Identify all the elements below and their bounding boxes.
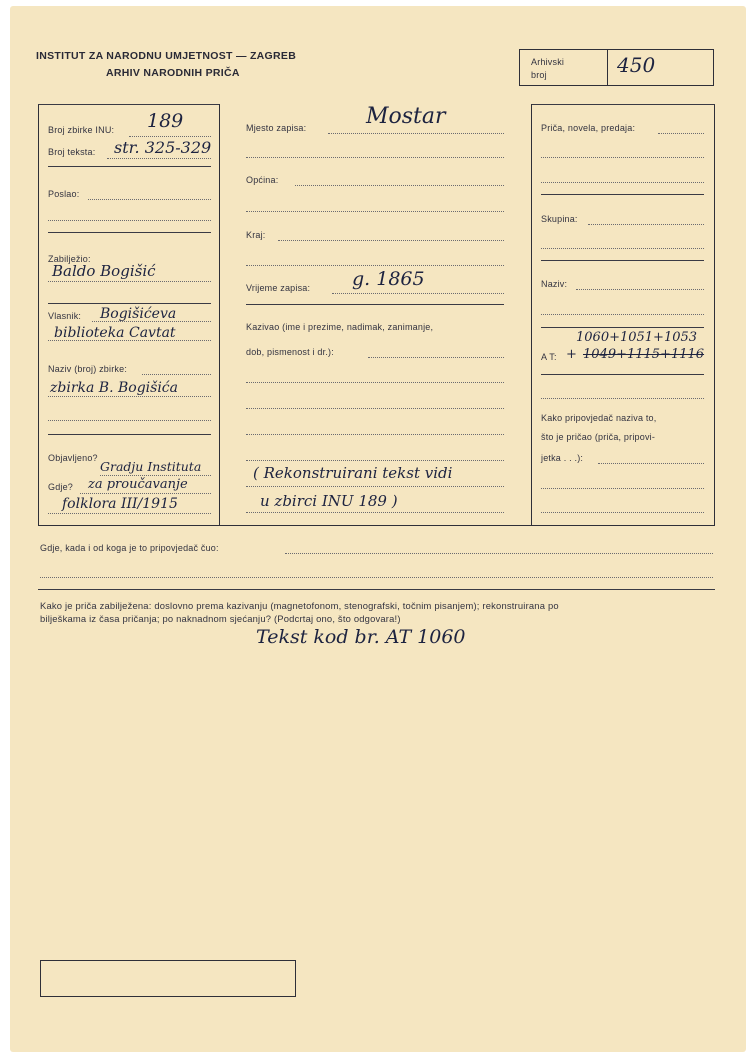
collection-no-label: Broj zbirke INU: bbox=[48, 125, 115, 135]
group-label: Skupina: bbox=[541, 214, 578, 224]
right-separator-2 bbox=[541, 260, 704, 261]
owner-label: Vlasnik: bbox=[48, 311, 82, 321]
heard-from-dots-1 bbox=[285, 553, 713, 554]
owner-dots-1 bbox=[92, 321, 211, 322]
archive-number-label-1: Arhivski bbox=[531, 57, 565, 67]
heard-from-label: Gdje, kada i od koga je to pripovjedač čuo: bbox=[40, 543, 219, 553]
bottom-separator bbox=[38, 589, 715, 590]
narrator-dots-5 bbox=[246, 460, 504, 461]
where-dots-2 bbox=[48, 513, 211, 514]
group-dots-1 bbox=[588, 224, 704, 225]
place-label: Mjesto zapisa: bbox=[246, 123, 307, 133]
recorded-by-dots bbox=[48, 281, 211, 282]
narrator-term-dots-3 bbox=[541, 512, 704, 513]
at-prefix: + bbox=[566, 347, 577, 362]
frame-top-right bbox=[531, 104, 715, 105]
name-dots-1 bbox=[576, 289, 704, 290]
published-value: Gradju Instituta bbox=[100, 459, 202, 474]
at-dots bbox=[541, 398, 704, 399]
name-dots-2 bbox=[541, 314, 704, 315]
owner-value-2: biblioteka Cavtat bbox=[54, 325, 176, 341]
where-label: Gdje? bbox=[48, 482, 74, 492]
left-separator-4 bbox=[48, 434, 211, 435]
recorded-by-label: Zabilježio: bbox=[48, 254, 91, 264]
owner-value-1: Bogišićeva bbox=[100, 306, 177, 322]
at-value-1: 1060+1051+1053 bbox=[576, 330, 698, 345]
recording-method-line-1: Kako je priča zabilježena: doslovno prema kazivanju (magnetofonom, stenografski, točnim pisanjem); rekonstruirana po bbox=[40, 600, 559, 611]
collection-no-dots bbox=[129, 136, 211, 137]
archive-number-label-2: broj bbox=[531, 70, 547, 80]
collection-name-label: Naziv (broj) zbirke: bbox=[48, 364, 128, 374]
collection-name-dots-3 bbox=[48, 420, 211, 421]
published-label: Objavljeno? bbox=[48, 453, 98, 463]
collection-name-dots-1 bbox=[142, 374, 211, 375]
narrator-dots-7 bbox=[246, 512, 504, 513]
narrator-dots-3 bbox=[246, 408, 504, 409]
place-dots-2 bbox=[246, 157, 504, 158]
text-no-value: str. 325-329 bbox=[114, 138, 212, 157]
at-label: A T: bbox=[541, 352, 557, 362]
institute-title: INSTITUT ZA NARODNU UMJETNOST — ZAGREB bbox=[36, 50, 297, 62]
narrator-dots-4 bbox=[246, 434, 504, 435]
sent-by-dots bbox=[88, 199, 211, 200]
narrator-label-1: Kazivao (ime i prezime, nadimak, zanimanje, bbox=[246, 322, 434, 332]
where-value-2: folklora III/1915 bbox=[62, 496, 178, 512]
region-label: Kraj: bbox=[246, 230, 266, 240]
collection-name-dots-2 bbox=[48, 396, 211, 397]
region-dots bbox=[278, 240, 504, 241]
frame-top-left bbox=[38, 104, 220, 105]
heard-from-dots-2 bbox=[40, 577, 713, 578]
recording-method-note: Tekst kod br. AT 1060 bbox=[256, 626, 466, 648]
left-column-divider bbox=[219, 104, 220, 526]
reconstruction-note-2: u zbirci INU 189 ) bbox=[260, 492, 398, 510]
at-value-2: 1049+1115+1116 bbox=[583, 347, 705, 362]
sent-by-label: Poslao: bbox=[48, 189, 80, 199]
published-dots bbox=[100, 475, 211, 476]
narrator-term-dots-2 bbox=[541, 488, 704, 489]
left-separator-2 bbox=[48, 232, 211, 233]
reconstruction-note-1: ( Rekonstruirani tekst vidi bbox=[253, 464, 453, 482]
time-label: Vrijeme zapisa: bbox=[246, 283, 311, 293]
right-separator-4 bbox=[541, 374, 704, 375]
right-separator-3 bbox=[541, 327, 704, 328]
narrator-dots-1 bbox=[368, 357, 504, 358]
narrator-dots-6 bbox=[246, 486, 504, 487]
where-dots-1 bbox=[80, 493, 211, 494]
municipality-dots-2 bbox=[246, 211, 504, 212]
archive-card bbox=[10, 6, 746, 1052]
narrator-term-label-2: što je pričao (priča, pripovi- bbox=[541, 432, 656, 442]
collection-no-value: 189 bbox=[147, 110, 184, 132]
collection-name-value: zbirka B. Bogišića bbox=[50, 380, 178, 396]
text-no-label: Broj teksta: bbox=[48, 147, 96, 157]
blank-box bbox=[40, 960, 296, 997]
place-dots bbox=[328, 133, 504, 134]
left-separator-3 bbox=[48, 303, 211, 304]
narrator-term-label-1: Kako pripovjedač naziva to, bbox=[541, 413, 657, 423]
recorded-by-value: Baldo Bogišić bbox=[52, 262, 156, 280]
time-dots bbox=[332, 293, 504, 294]
archive-number-value: 450 bbox=[617, 53, 656, 77]
right-separator-1 bbox=[541, 194, 704, 195]
narrator-term-label-3: jetka . . .): bbox=[541, 453, 584, 463]
municipality-label: Općina: bbox=[246, 175, 279, 185]
region-dots-2 bbox=[246, 265, 504, 266]
story-type-dots-1 bbox=[658, 133, 704, 134]
narrator-label-2: dob, pismenost i dr.): bbox=[246, 347, 334, 357]
owner-dots-2 bbox=[48, 340, 211, 341]
right-column-divider bbox=[531, 104, 532, 526]
sent-by-dots-2 bbox=[48, 220, 211, 221]
place-value: Mostar bbox=[366, 104, 446, 129]
municipality-dots bbox=[295, 185, 504, 186]
left-separator-1 bbox=[48, 166, 211, 167]
text-no-dots bbox=[107, 158, 211, 159]
recording-method-line-2: bilješkama iz časa pričanja; po naknadnom sjećanju? (Podcrtaj ono, što odgovara!) bbox=[40, 613, 401, 624]
archive-box-divider bbox=[607, 50, 608, 85]
name-label: Naziv: bbox=[541, 279, 568, 289]
narrator-term-dots-1 bbox=[598, 463, 704, 464]
story-type-label: Priča, novela, predaja: bbox=[541, 123, 636, 133]
time-value: g. 1865 bbox=[352, 268, 425, 290]
story-type-dots-2 bbox=[541, 157, 704, 158]
where-value-1: za proučavanje bbox=[88, 477, 188, 492]
group-dots-2 bbox=[541, 248, 704, 249]
archive-title: ARHIV NARODNIH PRIČA bbox=[106, 67, 240, 79]
middle-separator bbox=[246, 304, 504, 305]
narrator-dots-2 bbox=[246, 382, 504, 383]
story-type-dots-3 bbox=[541, 182, 704, 183]
